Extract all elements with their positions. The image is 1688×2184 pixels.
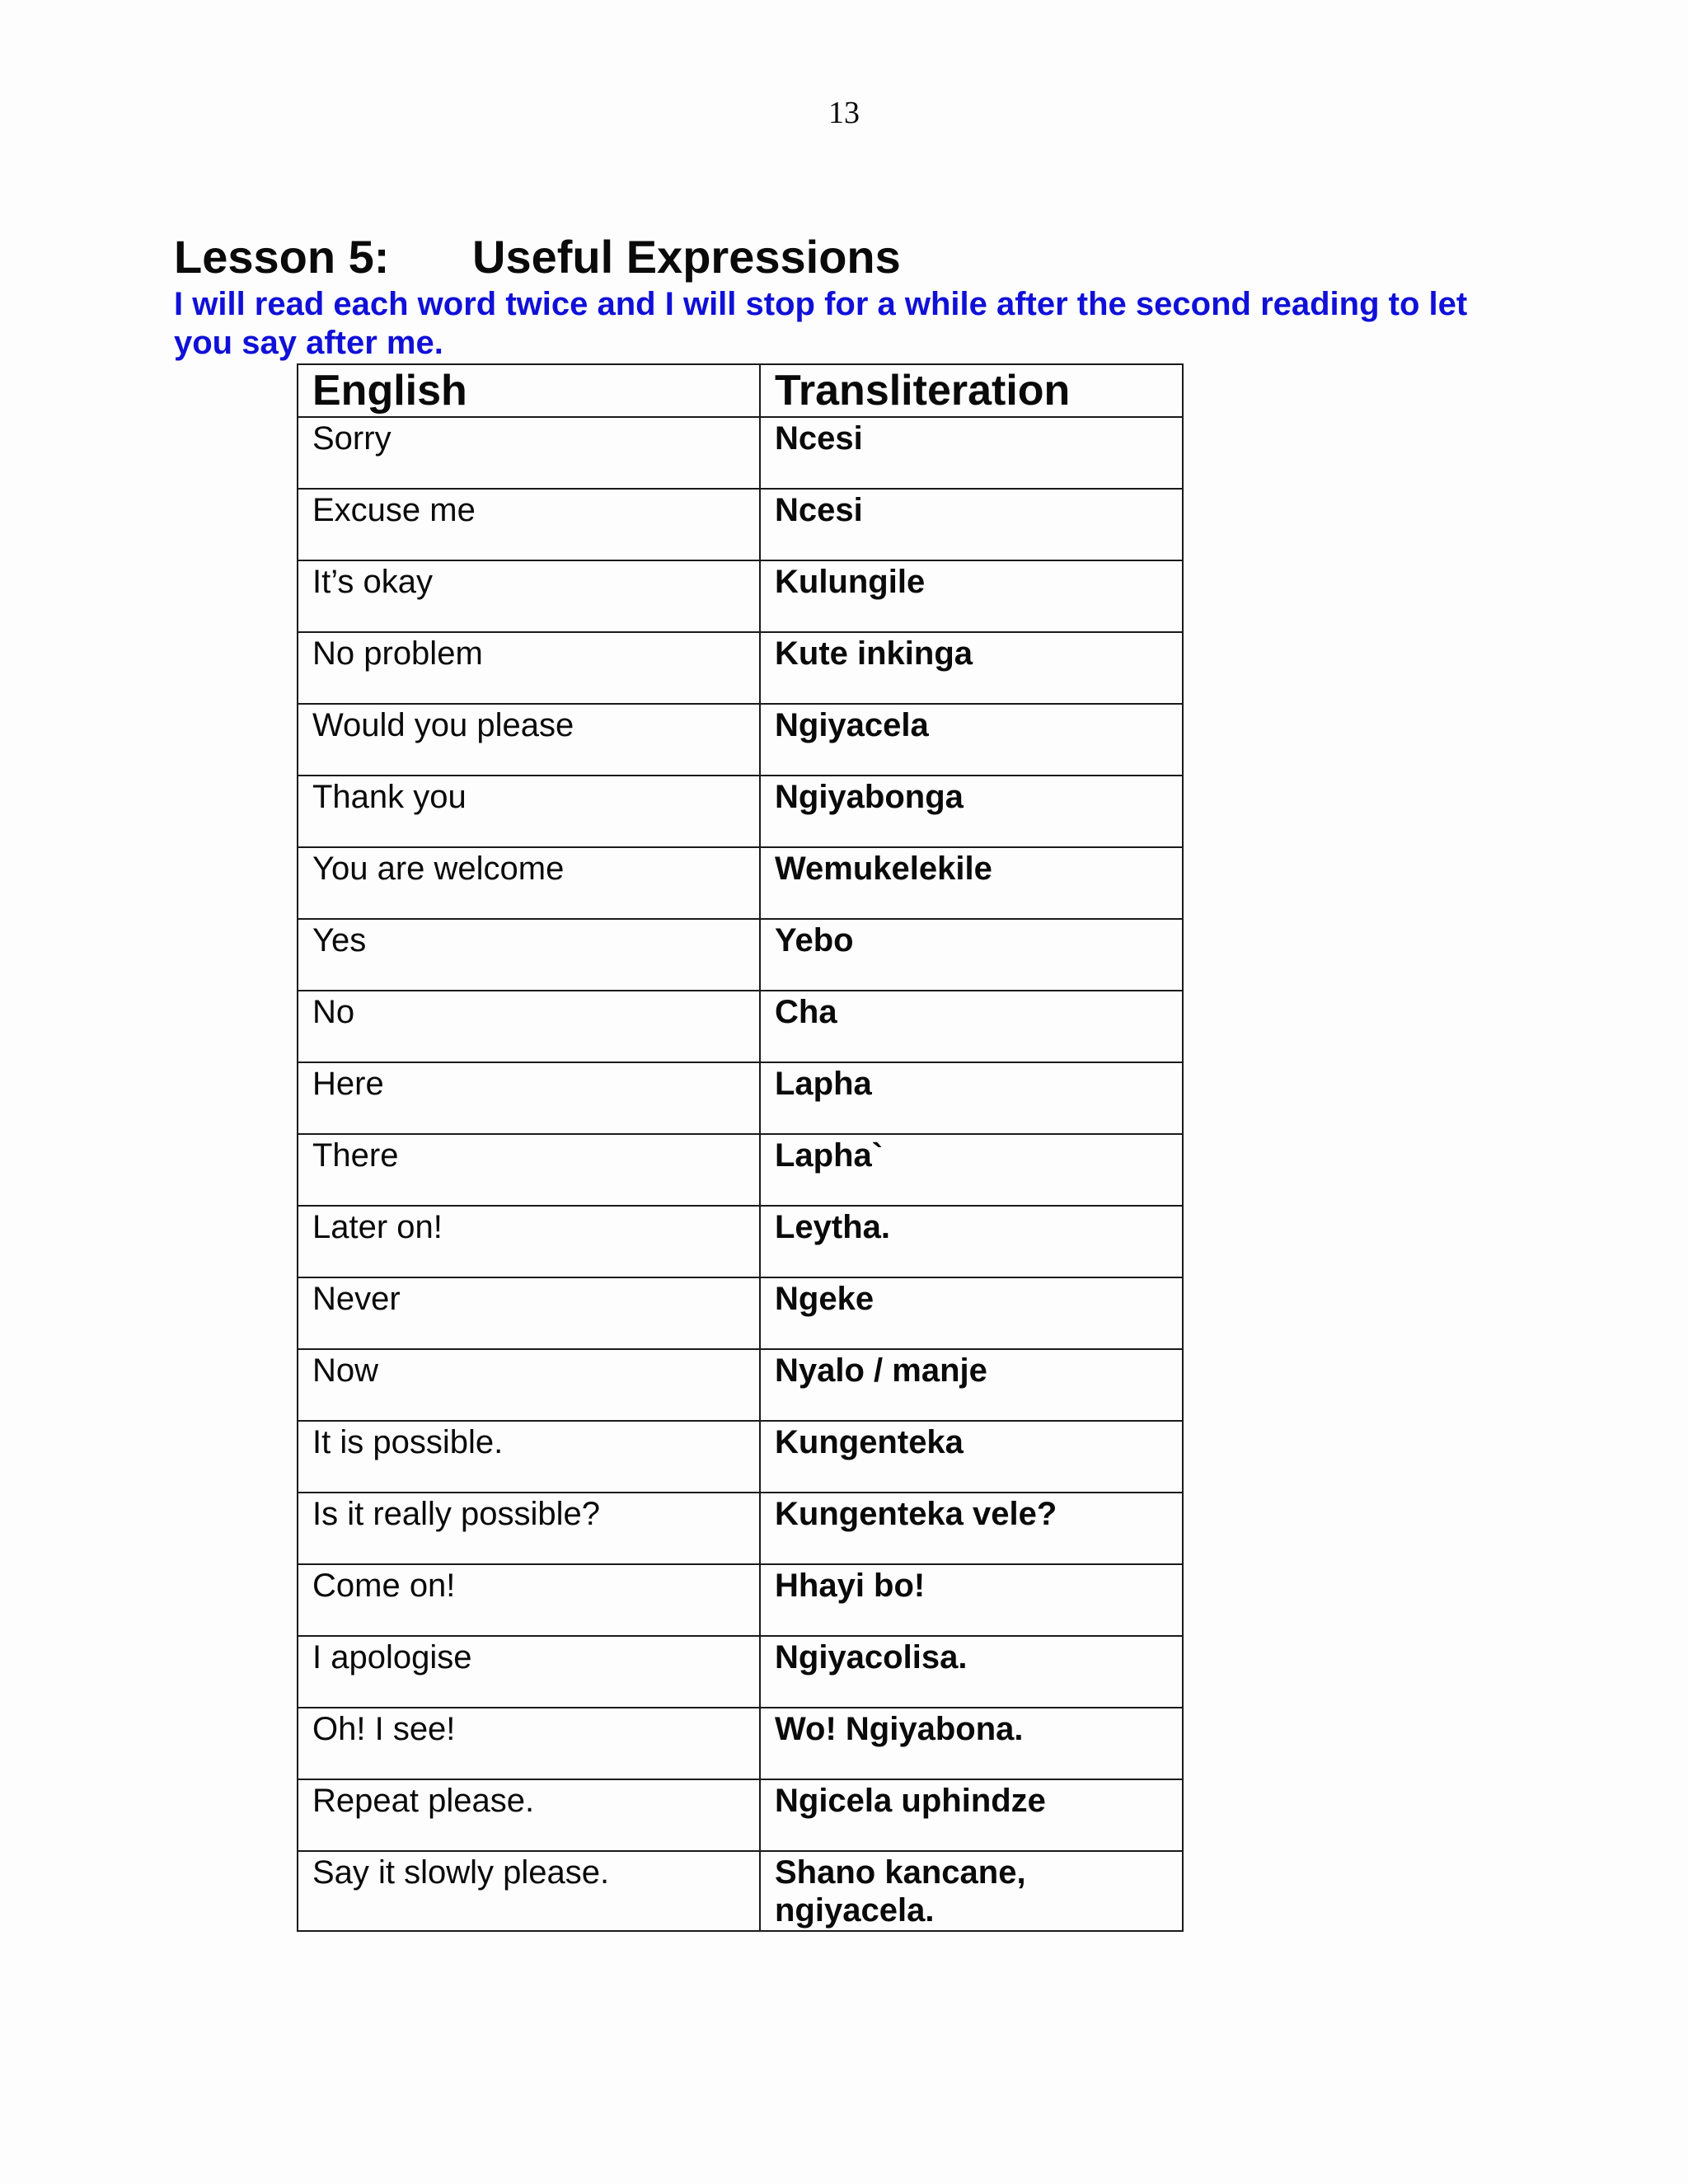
english-cell: Repeat please. <box>298 1779 760 1851</box>
english-cell: Never <box>298 1277 760 1349</box>
table-row <box>298 1349 1183 1421</box>
english-cell: Thank you <box>298 776 760 847</box>
table-row <box>298 1636 1183 1708</box>
column-header-transliteration: Transliteration <box>760 364 1183 417</box>
table-row <box>298 1421 1183 1493</box>
english-cell: Here <box>298 1062 760 1134</box>
transliteration-cell: Ngicela uphindze <box>760 1779 1183 1851</box>
transliteration-cell: Leytha. <box>760 1206 1183 1277</box>
transliteration-cell: Kute inkinga <box>760 632 1183 704</box>
transliteration-cell: Lapha` <box>760 1134 1183 1206</box>
table-row <box>298 1493 1183 1564</box>
transliteration-cell: Kungenteka vele? <box>760 1493 1183 1564</box>
english-cell: Now <box>298 1349 760 1421</box>
table-row <box>298 1708 1183 1779</box>
english-cell: I apologise <box>298 1636 760 1708</box>
english-cell: No <box>298 991 760 1062</box>
english-cell: You are welcome <box>298 847 760 919</box>
transliteration-cell: Kungenteka <box>760 1421 1183 1493</box>
transliteration-cell: Ncesi <box>760 489 1183 560</box>
transliteration-cell: Wo! Ngiyabona. <box>760 1708 1183 1779</box>
transliteration-cell: Ncesi <box>760 417 1183 489</box>
english-cell: It’s okay <box>298 560 760 632</box>
table-row <box>298 1564 1183 1636</box>
vocabulary-table <box>297 363 1184 1932</box>
transliteration-cell: Kulungile <box>760 560 1183 632</box>
table-header-row <box>298 364 1183 417</box>
english-cell: Would you please <box>298 704 760 776</box>
english-cell: No problem <box>298 632 760 704</box>
table-row <box>298 1062 1183 1134</box>
transliteration-cell: Yebo <box>760 919 1183 991</box>
table-row <box>298 991 1183 1062</box>
table-row <box>298 417 1183 489</box>
transliteration-cell: Hhayi bo! <box>760 1564 1183 1636</box>
transliteration-cell: Lapha <box>760 1062 1183 1134</box>
table-row <box>298 704 1183 776</box>
english-cell: Come on! <box>298 1564 760 1636</box>
english-cell: Sorry <box>298 417 760 489</box>
transliteration-cell: Wemukelekile <box>760 847 1183 919</box>
table-row <box>298 1851 1183 1931</box>
lesson-heading <box>174 231 901 283</box>
transliteration-cell: Nyalo / manje <box>760 1349 1183 1421</box>
table-row <box>298 1779 1183 1851</box>
transliteration-cell: Ngiyacolisa. <box>760 1636 1183 1708</box>
instructions-text: I will read each word twice and I will stop for a while after the second reading to let you say after me. <box>174 286 1468 361</box>
english-cell: There <box>298 1134 760 1206</box>
english-cell: Oh! I see! <box>298 1708 760 1779</box>
page-number: 13 <box>828 96 860 130</box>
table-row <box>298 632 1183 704</box>
lesson-title: Useful Expressions <box>472 231 901 283</box>
english-cell: Yes <box>298 919 760 991</box>
table-row <box>298 847 1183 919</box>
table-row <box>298 1134 1183 1206</box>
english-cell: Later on! <box>298 1206 760 1277</box>
transliteration-cell: Ngiyacela <box>760 704 1183 776</box>
transliteration-cell: Shano kancane, ngiyacela. <box>760 1851 1183 1931</box>
english-cell: It is possible. <box>298 1421 760 1493</box>
table-row <box>298 919 1183 991</box>
table-row <box>298 489 1183 560</box>
column-header-english: English <box>298 364 760 417</box>
transliteration-cell: Ngeke <box>760 1277 1183 1349</box>
english-cell: Say it slowly please. <box>298 1851 760 1931</box>
table-row <box>298 776 1183 847</box>
table-row <box>298 560 1183 632</box>
english-cell: Excuse me <box>298 489 760 560</box>
table-row <box>298 1277 1183 1349</box>
vocabulary-table-body <box>298 417 1183 1931</box>
transliteration-cell: Cha <box>760 991 1183 1062</box>
table-row <box>298 1206 1183 1277</box>
transliteration-cell: Ngiyabonga <box>760 776 1183 847</box>
lesson-label: Lesson 5: <box>174 231 390 283</box>
english-cell: Is it really possible? <box>298 1493 760 1564</box>
